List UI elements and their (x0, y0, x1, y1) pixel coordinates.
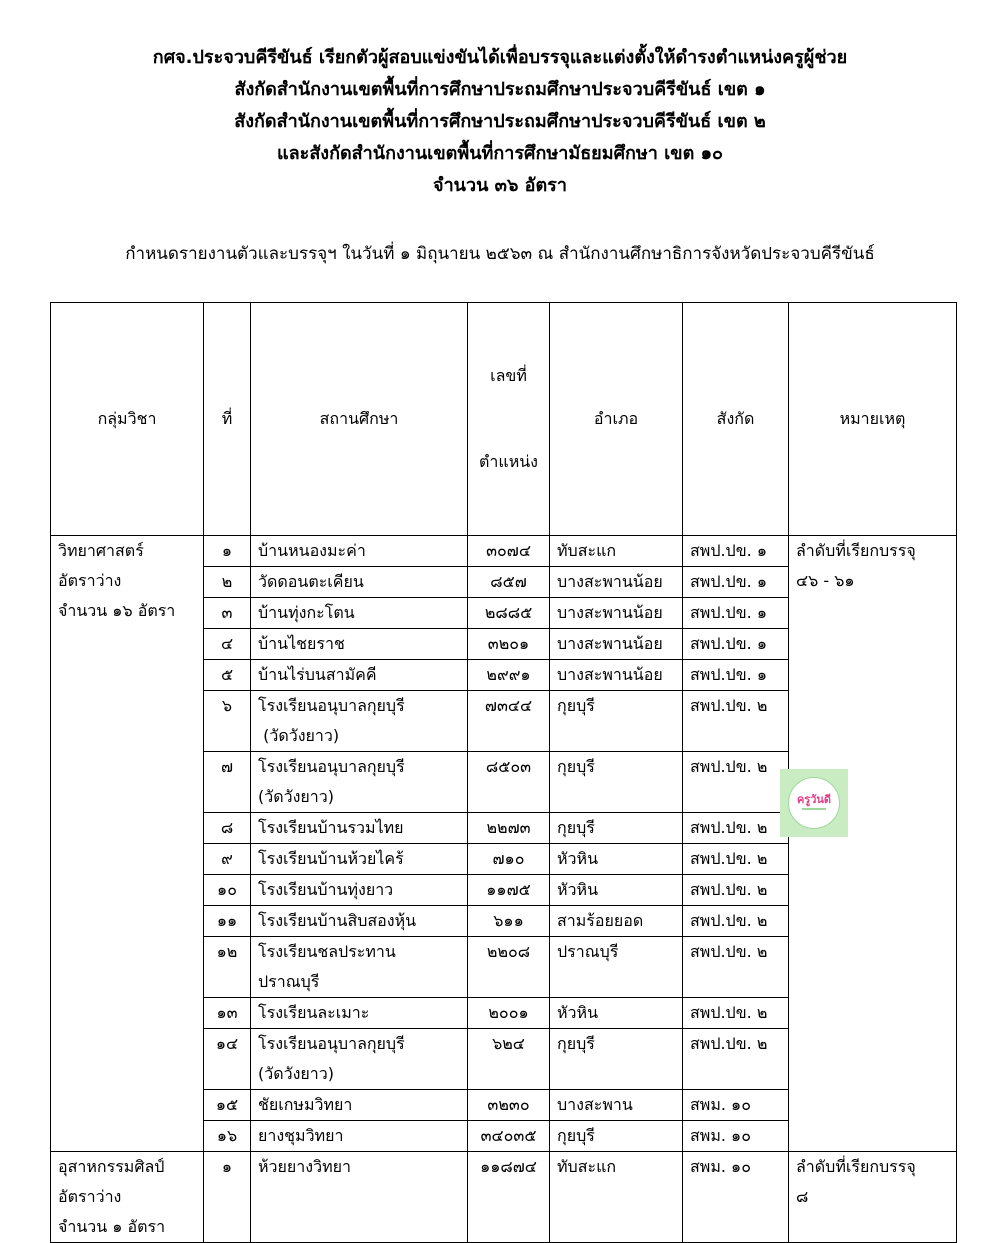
affiliation-name-cell (683, 813, 789, 844)
school-name-cell (251, 536, 468, 567)
position-number: ๘๕๗ (490, 572, 527, 591)
district-name: กุยบุรี (557, 818, 595, 837)
district-name: บางสะพาน (557, 1095, 633, 1114)
school-name: โรงเรียนบ้านห้วยไคร้ (258, 849, 404, 868)
school-name: โรงเรียนละเมาะ (258, 1003, 370, 1022)
row-number-cell (204, 875, 251, 906)
district-name: บางสะพานน้อย (557, 603, 663, 622)
affiliation-name-cell (683, 875, 789, 906)
row-number: ๖ (221, 696, 233, 715)
position-number-cell (468, 844, 550, 875)
district-name-cell (550, 906, 683, 937)
row-number-cell (204, 691, 251, 752)
row-number-cell (204, 906, 251, 937)
school-name-cell (251, 1152, 468, 1243)
position-number: ๑๑๘๗๔ (480, 1157, 537, 1176)
row-number-cell (204, 660, 251, 691)
row-number-cell (204, 844, 251, 875)
title-line-3: สังกัดสำนักงานเขตพื้นที่การศึกษาประถมศึกษาประจวบคีรีขันธ์ เขต ๒ (234, 111, 766, 132)
school-name-cell (251, 875, 468, 906)
school-name: โรงเรียนอนุบาลกุยบุรี (วัดวังยาว) (258, 1034, 405, 1083)
position-number-cell (468, 1152, 550, 1243)
district-name-cell (550, 937, 683, 998)
affiliation-name-cell (683, 752, 789, 813)
position-number-cell (468, 1121, 550, 1152)
header-position-line-1: เลขที่ (490, 366, 527, 385)
school-name-cell (251, 1029, 468, 1090)
school-name-cell (251, 567, 468, 598)
subject-group-cell (51, 1152, 204, 1243)
district-name-cell (550, 629, 683, 660)
affiliation-name-cell (683, 844, 789, 875)
row-number-cell (204, 1029, 251, 1090)
affiliation-name: สพป.ปข. ๒ (690, 818, 768, 837)
position-number: ๒๘๘๕ (484, 603, 533, 622)
row-number: ๑๑ (216, 911, 238, 930)
header-affiliation: สังกัด (683, 303, 789, 536)
watermark-underline (802, 808, 826, 810)
school-name-cell (251, 598, 468, 629)
school-name-cell (251, 629, 468, 660)
vacancy-count: จำนวน ๑ อัตรา (58, 1217, 166, 1236)
district-name-cell (550, 1152, 683, 1243)
district-name-cell (550, 691, 683, 752)
remark-cell (789, 1152, 957, 1243)
row-number: ๑๓ (216, 1003, 238, 1022)
affiliation-name-cell (683, 629, 789, 660)
document-title (0, 42, 1000, 202)
school-name-cell (251, 1121, 468, 1152)
header-subject-group: กลุ่มวิชา (51, 303, 204, 536)
row-number: ๑๖ (216, 1126, 238, 1145)
position-number: ๓๐๗๔ (486, 541, 531, 560)
position-number: ๖๑๑ (493, 911, 524, 930)
row-number: ๑๕ (215, 1095, 239, 1114)
affiliation-name: สพป.ปข. ๑ (690, 603, 767, 622)
school-name-cell (251, 906, 468, 937)
title-line-4: และสังกัดสำนักงานเขตพื้นที่การศึกษามัธยมศึกษา เขต ๑๐ (277, 143, 723, 164)
position-number-cell (468, 998, 550, 1029)
affiliation-name-cell (683, 660, 789, 691)
table-header (51, 303, 957, 536)
row-number: ๔ (220, 634, 234, 653)
affiliation-name: สพป.ปข. ๒ (690, 849, 768, 868)
position-number: ๖๒๔ (492, 1034, 525, 1053)
position-number-cell (468, 937, 550, 998)
school-name: โรงเรียนอนุบาลกุยบุรี (วัดวังยาว) (258, 757, 405, 806)
affiliation-name: สพม. ๑๐ (690, 1157, 751, 1176)
school-name: โรงเรียนบ้านสิบสองหุ้น (258, 911, 417, 930)
row-number: ๑๐ (217, 880, 237, 899)
affiliation-name-cell (683, 536, 789, 567)
row-number: ๕ (220, 665, 234, 684)
school-name: โรงเรียนบ้านทุ่งยาว (258, 880, 394, 899)
district-name-cell (550, 536, 683, 567)
row-number-cell (204, 598, 251, 629)
header-district: อำเภอ (550, 303, 683, 536)
school-name: บ้านไร่บนสามัคคี (258, 665, 377, 684)
affiliation-name: สพป.ปข. ๑ (690, 665, 767, 684)
row-number: ๓ (221, 603, 233, 622)
school-name-cell (251, 1090, 468, 1121)
header-remark: หมายเหตุ (789, 303, 957, 536)
district-name: บางสะพานน้อย (557, 572, 663, 591)
row-number: ๗ (220, 757, 234, 776)
district-name: กุยบุรี (557, 1126, 595, 1145)
district-name: กุยบุรี (557, 696, 595, 715)
row-number-cell (204, 567, 251, 598)
affiliation-name-cell (683, 1090, 789, 1121)
affiliation-name-cell (683, 598, 789, 629)
position-number: ๓๔๐๓๕ (480, 1126, 537, 1145)
position-number: ๒๒๐๘ (486, 942, 531, 961)
header-position-number (468, 303, 550, 536)
row-number: ๑ (221, 1157, 233, 1176)
affiliation-name: สพม. ๑๐ (690, 1095, 751, 1114)
header-number: ที่ (204, 303, 251, 536)
affiliation-name: สพป.ปข. ๒ (690, 696, 768, 715)
remark-line-1: ลำดับที่เรียกบรรจุ (796, 1157, 916, 1176)
position-number-cell (468, 1090, 550, 1121)
position-number: ๒๒๗๓ (486, 818, 531, 837)
position-number: ๗๓๔๔ (484, 696, 533, 715)
position-number: ๑๑๗๕ (486, 880, 531, 899)
row-number: ๑๔ (215, 1034, 239, 1053)
header-school: สถานศึกษา (251, 303, 468, 536)
report-date-subtitle: กำหนดรายงานตัวและบรรจุฯ ในวันที่ ๑ มิถุนายน ๒๕๖๓ ณ สำนักงานศึกษาธิการจังหวัดประจวบคีรีขันธ์ (125, 244, 875, 264)
school-name: ห้วยยางวิทยา (258, 1157, 351, 1176)
school-name: โรงเรียนอนุบาลกุยบุรี (วัดวังยาว) (258, 696, 405, 745)
school-name-cell (251, 998, 468, 1029)
position-number-cell (468, 875, 550, 906)
row-number: ๘ (220, 818, 234, 837)
affiliation-name-cell (683, 567, 789, 598)
district-name-cell (550, 1121, 683, 1152)
watermark-text: ครูวันดี (796, 793, 832, 806)
title-line-5: จำนวน ๓๖ อัตรา (433, 175, 567, 196)
row-number: ๒ (221, 572, 233, 591)
affiliation-name: สพป.ปข. ๒ (690, 880, 768, 899)
watermark-circle (788, 777, 840, 829)
row-number-cell (204, 752, 251, 813)
affiliation-name: สพป.ปข. ๑ (690, 634, 767, 653)
remark-line-1: ลำดับที่เรียกบรรจุ (796, 541, 916, 560)
affiliation-name: สพป.ปข. ๒ (690, 911, 768, 930)
district-name: กุยบุรี (557, 1034, 595, 1053)
position-number-cell (468, 752, 550, 813)
affiliation-name: สพป.ปข. ๑ (690, 572, 767, 591)
table-body (51, 536, 957, 1243)
row-number-cell (204, 536, 251, 567)
position-number: ๒๙๙๑ (486, 665, 531, 684)
header-row (51, 303, 957, 536)
watermark-logo (780, 769, 848, 837)
position-number-cell (468, 813, 550, 844)
district-name: ทับสะแก (557, 541, 617, 560)
row-number-cell (204, 813, 251, 844)
affiliation-name: สพป.ปข. ๒ (690, 1003, 768, 1022)
district-name: สามร้อยยอด (557, 911, 644, 930)
position-number: ๗๑๐ (492, 849, 525, 868)
district-name-cell (550, 998, 683, 1029)
school-name-cell (251, 660, 468, 691)
position-number: ๓๒๓๐ (487, 1095, 530, 1114)
district-name-cell (550, 813, 683, 844)
affiliation-name-cell (683, 906, 789, 937)
position-number-cell (468, 536, 550, 567)
position-number: ๒๐๐๑ (488, 1003, 529, 1022)
school-name-cell (251, 752, 468, 813)
affiliation-name: สพม. ๑๐ (690, 1126, 751, 1145)
district-name: กุยบุรี (557, 757, 595, 776)
row-number-cell (204, 937, 251, 998)
remark-cell (789, 536, 957, 1152)
district-name-cell (550, 844, 683, 875)
district-name: บางสะพานน้อย (557, 634, 663, 653)
school-name: วัดดอนตะเคียน (258, 572, 364, 591)
affiliation-name-cell (683, 691, 789, 752)
affiliation-name-cell (683, 1029, 789, 1090)
remark-line-2: ๘ (796, 1187, 809, 1206)
row-number-cell (204, 1152, 251, 1243)
school-name-cell (251, 844, 468, 875)
district-name: ปราณบุรี (557, 942, 619, 961)
school-name: บ้านหนองมะค่า (258, 541, 366, 560)
vacancy-count: จำนวน ๑๖ อัตรา (58, 601, 176, 620)
table-row (51, 536, 957, 567)
row-number: ๑๒ (216, 942, 238, 961)
district-name-cell (550, 660, 683, 691)
district-name: ทับสะแก (557, 1157, 617, 1176)
subject-name: อุสาหกรรมศิลป์ (58, 1157, 165, 1176)
school-name: โรงเรียนชลประทาน ปราณบุรี (258, 942, 396, 991)
affiliation-name: สพป.ปข. ๒ (690, 942, 768, 961)
row-number-cell (204, 629, 251, 660)
school-name: ยางชุมวิทยา (258, 1126, 344, 1145)
position-number-cell (468, 567, 550, 598)
vacancy-label: อัตราว่าง (58, 1187, 122, 1206)
affiliation-name: สพป.ปข. ๑ (690, 541, 767, 560)
district-name-cell (550, 1090, 683, 1121)
position-number-cell (468, 598, 550, 629)
remark-line-2: ๔๖ - ๖๑ (796, 571, 855, 590)
affiliation-name-cell (683, 998, 789, 1029)
school-name-cell (251, 937, 468, 998)
school-name: โรงเรียนบ้านรวมไทย (258, 818, 404, 837)
affiliation-name: สพป.ปข. ๒ (690, 1034, 768, 1053)
district-name: บางสะพานน้อย (557, 665, 663, 684)
affiliation-name-cell (683, 1121, 789, 1152)
district-name-cell (550, 567, 683, 598)
row-number-cell (204, 998, 251, 1029)
school-name-cell (251, 691, 468, 752)
school-name: ชัยเกษมวิทยา (258, 1095, 353, 1114)
affiliation-name-cell (683, 1152, 789, 1243)
school-name: บ้านไชยราช (258, 634, 345, 653)
district-name: หัวหิน (557, 1003, 599, 1022)
subject-name: วิทยาศาสตร์ (58, 541, 144, 560)
vacancy-label: อัตราว่าง (58, 571, 122, 590)
subject-group-cell (51, 536, 204, 1152)
position-number-cell (468, 660, 550, 691)
district-name-cell (550, 1029, 683, 1090)
title-line-2: สังกัดสำนักงานเขตพื้นที่การศึกษาประถมศึกษาประจวบคีรีขันธ์ เขต ๑ (234, 79, 766, 100)
position-number-cell (468, 906, 550, 937)
district-name-cell (550, 598, 683, 629)
school-name-cell (251, 813, 468, 844)
row-number-cell (204, 1090, 251, 1121)
district-name-cell (550, 875, 683, 906)
affiliation-name: สพป.ปข. ๒ (690, 757, 768, 776)
table-row (51, 1152, 957, 1243)
row-number: ๑ (221, 541, 233, 560)
school-name: บ้านทุ่งกะโตน (258, 603, 355, 622)
district-name-cell (550, 752, 683, 813)
district-name: หัวหิน (557, 849, 599, 868)
district-name: หัวหิน (557, 880, 599, 899)
row-number: ๙ (221, 849, 233, 868)
position-number-cell (468, 1029, 550, 1090)
position-number: ๓๒๐๑ (487, 634, 530, 653)
row-number-cell (204, 1121, 251, 1152)
position-number-cell (468, 629, 550, 660)
header-position-line-2: ตำแหน่ง (479, 452, 538, 471)
title-line-1: กศจ.ประจวบคีรีขันธ์ เรียกตัวผู้สอบแข่งขันได้เพื่อบรรจุและแต่งตั้งให้ดำรงตำแหน่งครูผู้ช่วย (152, 47, 848, 68)
position-number: ๘๕๐๓ (485, 757, 532, 776)
affiliation-name-cell (683, 937, 789, 998)
position-number-cell (468, 691, 550, 752)
